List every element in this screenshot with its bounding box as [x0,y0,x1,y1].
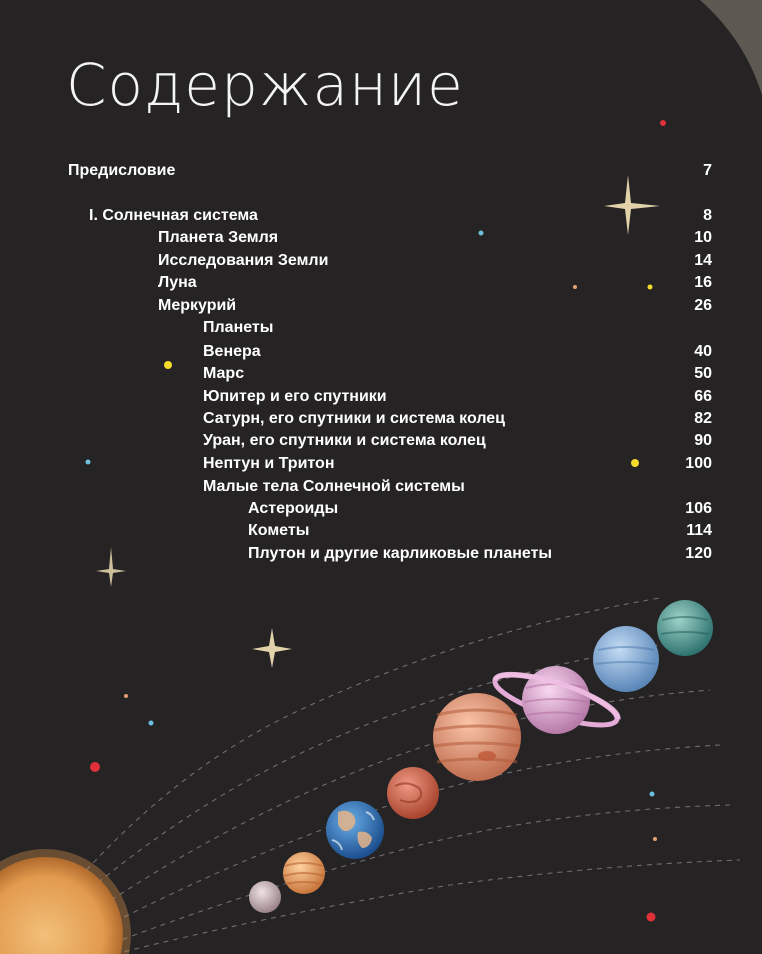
toc-page: 106 [685,500,712,517]
toc-page: 16 [694,274,712,291]
toc-page: 14 [694,252,712,269]
toc-label: Малые тела Солнечной системы [203,478,465,495]
toc-label: Марс [203,365,245,382]
toc-entry-jupiter[interactable] [203,386,712,408]
toc-label: Астероиды [248,500,339,517]
toc-entry-mercury[interactable] [158,295,712,317]
toc-page: 66 [694,388,712,405]
toc-label: Кометы [248,522,310,539]
toc-label: Венера [203,343,261,360]
toc-page: 100 [685,455,712,472]
toc-entry-planets[interactable] [203,317,712,339]
page-title: Содержание [66,51,464,119]
toc-label: Юпитер и его спутники [203,388,387,405]
toc-entry-earth-research[interactable] [158,250,712,272]
toc-page: 8 [703,207,712,224]
toc-page: 10 [694,229,712,246]
toc-entry-saturn[interactable] [203,408,712,430]
toc-entry-small-bodies[interactable] [203,476,712,498]
toc-label: Исследования Земли [158,252,329,269]
toc-page: 7 [703,162,712,179]
toc-entry-mars[interactable] [203,363,712,385]
toc-label: Планета Земля [158,229,279,246]
toc-entry-neptune[interactable] [203,453,712,475]
toc-page: 90 [694,432,712,449]
toc-label: Сатурн, его спутники и система колец [203,410,506,427]
toc-entry-planet-earth[interactable] [158,227,712,249]
toc-label: Плутон и другие карликовые планеты [248,545,553,562]
toc-entry-solar-system[interactable] [89,205,712,227]
toc-label: Планеты [203,319,274,336]
toc-page: 50 [694,365,712,382]
toc-label: Нептун и Тритон [203,455,335,472]
toc-page: 26 [694,297,712,314]
toc-entry-venus[interactable] [203,341,712,363]
toc-entry-uranus[interactable] [203,430,712,452]
toc-page: 40 [694,343,712,360]
toc-label: Уран, его спутники и система колец [203,432,486,449]
toc-label: Луна [158,274,197,291]
toc-entry-comets[interactable] [248,520,712,542]
toc-label: Меркурий [158,297,237,314]
toc-entry-asteroids[interactable] [248,498,712,520]
toc-page: 114 [686,522,712,539]
toc-label: Предисловие [68,162,176,179]
toc-page: 120 [685,545,712,562]
toc-entry-foreword[interactable] [68,160,712,182]
toc-entry-moon[interactable] [158,272,712,294]
toc-label: I. Солнечная система [89,207,258,224]
toc-entry-pluto[interactable] [248,543,712,565]
toc-page: 82 [694,410,712,427]
